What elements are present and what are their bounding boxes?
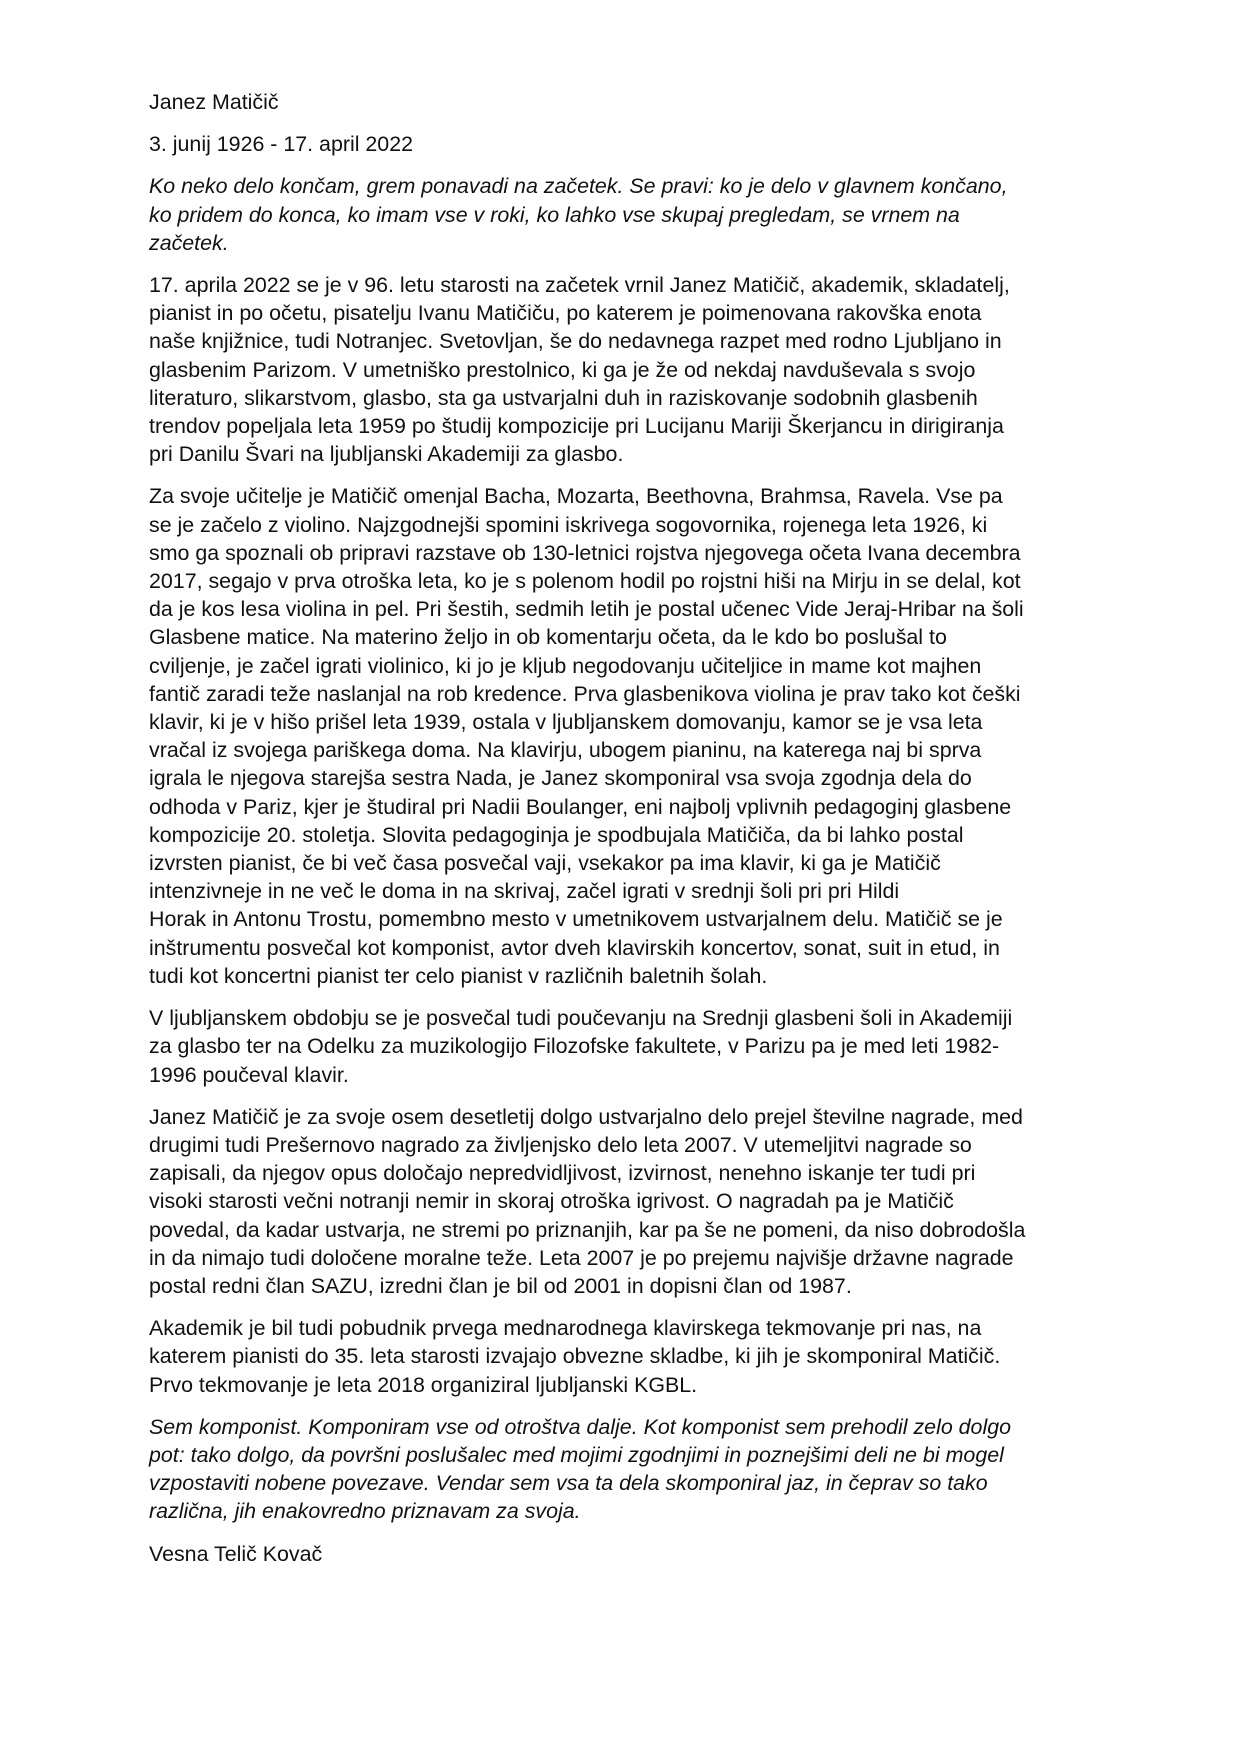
paragraph-awards: Janez Matičič je za svoje osem desetletij dolgo ustvarjalno delo prejel številne nagrade, med drugimi tudi Prešernovo nagrado za življenjsko delo leta 2007. V utemeljitvi nagrade so zapisali, da njegov opus določajo nepredvidljivost, izvirnost, nenehno iskanje ter tudi pri visoki starosti večni notranji nemir in skoraj otroška igrivost. O nagradah pa je Matičič povedal, da kadar ustvarja, ne stremi po priznanjih, kar pa še ne pomeni, da niso dobrodošla in da nimajo tudi določene moralne teže. Leta 2007 je po prejemu najvišje državne nagrade postal redni član SAZU, izredni član je bil od 2001 in dopisni član od 1987. <box>149 1104 1026 1298</box>
life-dates: 3. junij 1926 - 17. april 2022 <box>149 132 413 157</box>
closing-quote: Sem komponist. Komponiram vse od otroštva dalje. Kot komponist sem prehodil zelo dolgo pot: tako dolgo, da površni poslušalec med mojimi zgodnjimi in poznejšimi deli ne bi mogel vzpostaviti nobene povezave. Vendar sem vsa ta dela skomponiral jaz, in čeprav so tako različna, jih enakovredno priznavam za svoja. <box>149 1414 1011 1524</box>
document-title: Janez Matičič <box>149 90 279 114</box>
paragraph-early-life: Za svoje učitelje je Matičič omenjal Bacha, Mozarta, Beethovna, Brahmsa, Ravela. Vse pa se je začelo z violino. Najzgodnejši spomini iskrivega sogovornika, rojenega leta 1926, ki smo ga spoznali ob pripravi razstave ob 130-letnici rojstva njegovega očeta Ivana decembra 2017, segajo v prva otroška leta, ko je s polenom hodil po rojstni hiši na Mirju in se delal, kot da je kos lesa violina in pel. Pri šestih, sedmih letih je postal učenec Vide Jeraj-Hribar na šoli Glasbene matice. Na materino željo in ob komentarju očeta, da le kdo bo poslušal to cviljenje, je začel igrati violinico, ki jo je kljub negodovanju učiteljice in mame kot majhen fantič zaradi teže naslanjal na rob kredence. Prva glasbenikova violina je prav tako kot češki klavir, ki je v hišo prišel leta 1939, ostala v ljubljanskem domovanju, kamor se je vsa leta vračal iz svojega pariškega doma. Na klavirju, ubogem pianinu, na katerega naj bi sprva igrala le njegova starejša sestra Nada, je Janez skomponiral vsa svoja zgodnja dela do odhoda v Pariz, kjer je študiral pri Nadii Boulanger, eni najbolj vplivnih pedagoginj glasbene kompozicije 20. stoletja. Slovita pedagoginja je spodbujala Matičiča, da bi lahko postal izvrsten pianist, če bi več časa posvečal vaji, vsekakor pa ima klavir, ki ga je Matičič intenzivneje in ne več le doma in na skrivaj, začel igrati v srednji šoli pri pri Hildi Horak in Antonu Trostu, pomembno mesto v umetnikovem ustvarjalnem delu. Matičič se je inštrumentu posvečal kot komponist, avtor dveh klavirskih koncertov, sonat, suit in etud, in tudi kot koncertni pianist ter celo pianist v različnih baletnih šolah. <box>149 484 1024 988</box>
paragraph-competition: Akademik je bil tudi pobudnik prvega mednarodnega klavirskega tekmovanje pri nas, na katerem pianisti do 35. leta starosti izvajajo obvezne skladbe, ki jih je skomponiral Matičič. Prvo tekmovanje je leta 2018 organiziral ljubljanski KGBL. <box>149 1316 1001 1397</box>
opening-quote: Ko neko delo končam, grem ponavadi na začetek. Se pravi: ko je delo v glavnem končano, ko pridem do konca, ko imam vse v roki, ko lahko vse skupaj pregledam, se vrnem na začetek. <box>149 174 1008 255</box>
paragraph-obituary-intro: 17. aprila 2022 se je v 96. letu starosti na začetek vrnil Janez Matičič, akademik, skladatelj, pianist in po očetu, pisatelju Ivanu Matičiču, po katerem je poimenovana rakovška enota naše knjižnice, tudi Notranjec. Svetovljan, še do nedavnega razpet med rodno Ljubljano in glasbenim Parizom. V umetniško prestolnico, ki ga je že od nekdaj navduševala s svojo literaturo, slikarstvom, glasbo, sta ga ustvarjalni duh in raziskovanje sodobnih glasbenih trendov popeljala leta 1959 po študij kompozicije pri Lucijanu Mariji Škerjancu in dirigiranja pri Danilu Švari na ljubljanski Akademiji za glasbo. <box>149 273 1010 467</box>
document-body <box>149 88 1095 1582</box>
paragraph-teaching: V ljubljanskem obdobju se je posvečal tudi poučevanju na Srednji glasbeni šoli in Akademiji za glasbo ter na Odelku za muzikologijo Filozofske fakultete, v Parizu pa je med leti 1982- 1996 poučeval klavir. <box>149 1006 1013 1087</box>
author-name: Vesna Telič Kovač <box>149 1541 323 1566</box>
